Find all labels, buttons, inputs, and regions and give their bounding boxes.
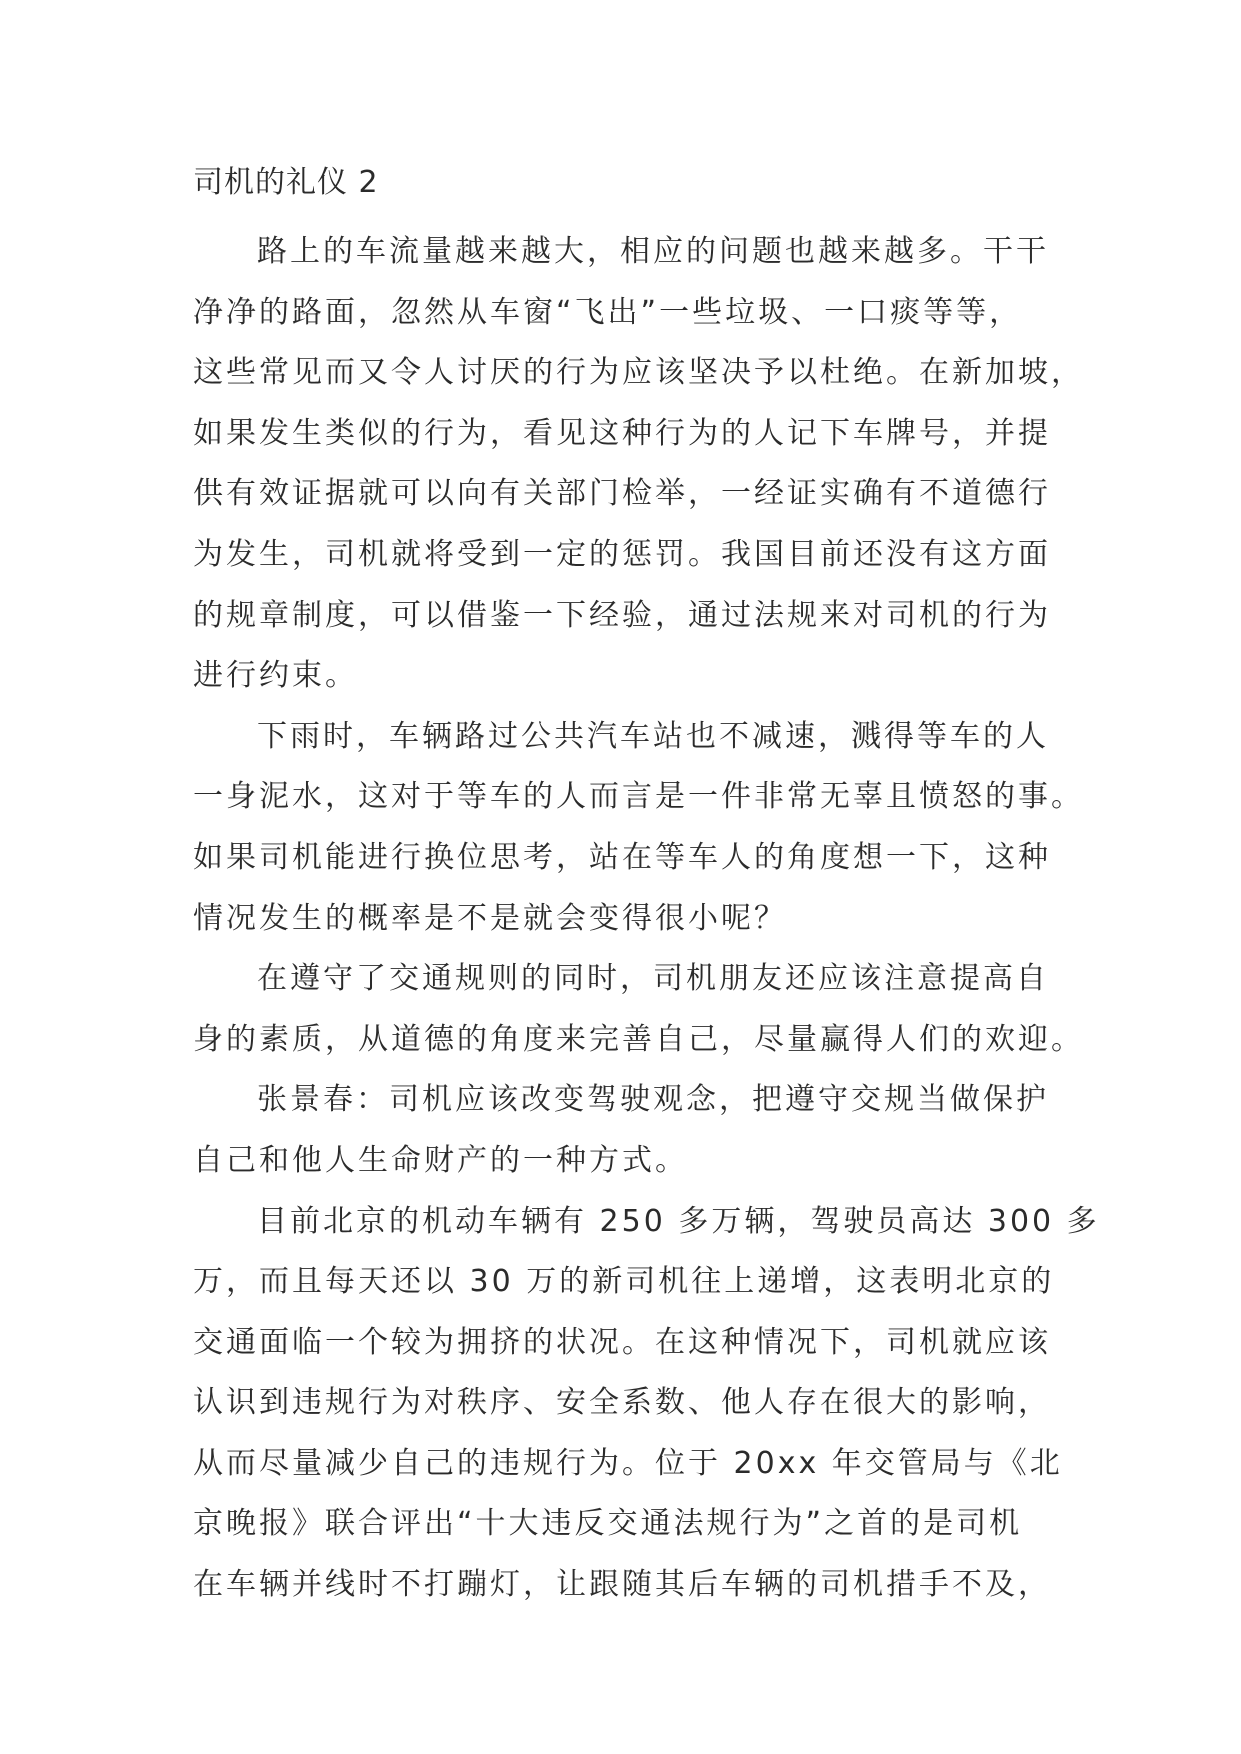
- paragraph-line: 如果发生类似的行为，看见这种行为的人记下车牌号，并提: [193, 415, 1051, 451]
- paragraph-line: 张景春：司机应该改变驾驶观念，把遵守交规当做保护: [257, 1082, 1049, 1118]
- paragraph-line: 情况发生的概率是不是就会变得很小呢？: [193, 900, 787, 936]
- paragraph-line: 这些常见而又令人讨厌的行为应该坚决予以杜绝。在新加坡，: [193, 355, 1084, 391]
- paragraph-line: 认识到违规行为对秩序、安全系数、他人存在很大的影响，: [193, 1385, 1051, 1421]
- paragraph-line: 京晚报》联合评出“十大违反交通法规行为”之首的是司机: [193, 1506, 1023, 1542]
- paragraph-line: 万，而且每天还以 30 万的新司机往上递增，这表明北京的: [193, 1264, 1055, 1300]
- document-title: 司机的礼仪 2: [193, 165, 379, 200]
- paragraph-line: 从而尽量减少自己的违规行为。位于 20xx 年交管局与《北: [193, 1445, 1063, 1481]
- paragraph-line: 净净的路面，忽然从车窗“飞出”一些垃圾、一口痰等等，: [193, 294, 1023, 330]
- paragraph-line: 下雨时，车辆路过公共汽车站也不减速，溅得等车的人: [257, 718, 1049, 754]
- paragraph-line: 自己和他人生命财产的一种方式。: [193, 1142, 688, 1178]
- paragraph-line: 路上的车流量越来越大，相应的问题也越来越多。干干: [257, 234, 1049, 269]
- paragraph-line: 在车辆并线时不打蹦灯，让跟随其后车辆的司机措手不及，: [193, 1567, 1051, 1603]
- paragraph-line: 供有效证据就可以向有关部门检举，一经证实确有不道德行: [193, 476, 1051, 512]
- paragraph-line: 的规章制度，可以借鉴一下经验，通过法规来对司机的行为: [193, 597, 1051, 633]
- paragraph-line: 进行约束。: [193, 658, 358, 694]
- paragraph-line: 为发生，司机就将受到一定的惩罚。我国目前还没有这方面: [193, 536, 1051, 572]
- paragraph-line: 身的素质，从道德的角度来完善自己，尽量赢得人们的欢迎。: [193, 1021, 1084, 1057]
- paragraph-line: 目前北京的机动车辆有 250 多万辆，驾驶员高达 300 多: [257, 1203, 1100, 1239]
- paragraph-line: 一身泥水，这对于等车的人而言是一件非常无辜且愤怒的事。: [193, 779, 1084, 815]
- paragraph-line: 在遵守了交通规则的同时，司机朋友还应该注意提高自: [257, 961, 1049, 997]
- document-body: [193, 222, 1100, 1616]
- paragraph-line: 如果司机能进行换位思考，站在等车人的角度想一下，这种: [193, 839, 1051, 875]
- paragraph-line: 交通面临一个较为拥挤的状况。在这种情况下，司机就应该: [193, 1324, 1051, 1360]
